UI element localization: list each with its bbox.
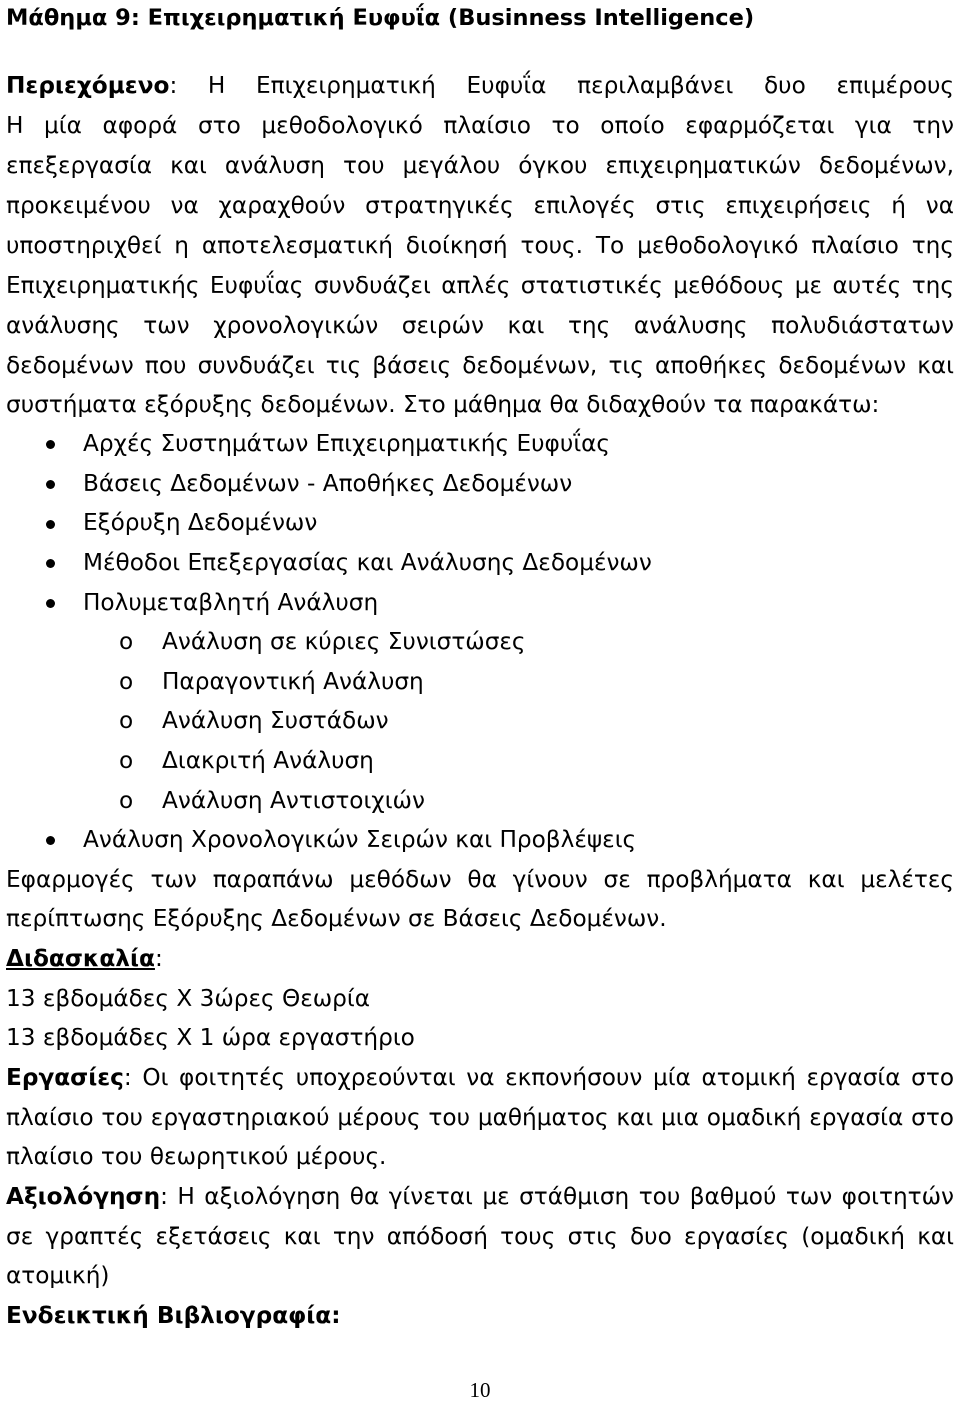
sub-bullet-marker: o (119, 747, 134, 774)
contents-line-1: Περιεχόμενο: Η Επιχειρηματική Ευφυΐα περιλαμβάνει δυο επιμέρους (6, 72, 954, 99)
contents-line-6: Επιχειρηματικής Ευφυΐας συνδυάζει απλές στατιστικές μεθόδους με αυτές της (6, 272, 954, 299)
bullet-icon (46, 836, 55, 845)
bullet-icon (46, 520, 55, 529)
contents-line-8: δεδομένων που συνδυάζει τις βάσεις δεδομένων, τις αποθήκες δεδομένων και (6, 352, 954, 379)
subtopic-item: Διακριτή Ανάλυση (162, 747, 374, 774)
teaching-label: Διδασκαλία (6, 945, 155, 972)
applications-line-1: Εφαρμογές των παραπάνω μεθόδων θα γίνουν σε προβλήματα και μελέτες (6, 866, 954, 893)
topic-item: Ανάλυση Χρονολογικών Σειρών και Προβλέψεις (83, 826, 637, 853)
topic-item: Μέθοδοι Επεξεργασίας και Ανάλυσης Δεδομένων (83, 549, 652, 576)
sub-bullet-marker: o (119, 628, 134, 655)
teaching-line-1: 13 εβδομάδες Χ 3ώρες Θεωρία (6, 985, 371, 1012)
assignments-label: Εργασίες (6, 1064, 124, 1091)
contents-line-5: υποστηριχθεί η αποτελεσματική διοίκησή τους. Το μεθοδολογικό πλαίσιο της (6, 232, 954, 259)
page-title: Μάθημα 9: Επιχειρηματική Ευφυΐα (Businness Intelligence) (6, 5, 755, 31)
topic-item: Πολυμεταβλητή Ανάλυση (83, 589, 379, 616)
sub-bullet-marker: o (119, 707, 134, 734)
bullet-icon (46, 440, 55, 449)
teaching-heading: Διδασκαλία: (6, 945, 163, 972)
subtopic-item: Ανάλυση Συστάδων (162, 707, 389, 734)
subtopic-item: Ανάλυση Αντιστοιχιών (162, 787, 425, 814)
sub-bullet-marker: o (119, 787, 134, 814)
bullet-icon (46, 559, 55, 568)
topic-item: Εξόρυξη Δεδομένων (83, 509, 318, 536)
assignments-line-2: πλαίσιο του εργαστηριακού μέρους του μαθήματος και μια ομαδική εργασία στο (6, 1104, 954, 1131)
applications-line-2: περίπτωσης Εξόρυξης Δεδομένων σε Βάσεις Δεδομένων. (6, 905, 667, 932)
bullet-icon (46, 599, 55, 608)
topic-item: Βάσεις Δεδομένων - Αποθήκες Δεδομένων (83, 470, 573, 497)
topic-item: Αρχές Συστημάτων Επιχειρηματικής Ευφυΐας (83, 430, 610, 457)
contents-line-3: επεξεργασία και ανάλυση του μεγάλου όγκου επιχειρηματικών δεδομένων, (6, 152, 954, 179)
sub-bullet-marker: o (119, 668, 134, 695)
subtopic-item: Παραγοντική Ανάλυση (162, 668, 424, 695)
contents-line-7: ανάλυσης των χρονολογικών σειρών και της ανάλυσης πολυδιάστατων (6, 312, 954, 339)
contents-line-4: προκειμένου να χαραχθούν στρατηγικές επιλογές στις επιχειρήσεις ή να (6, 192, 954, 219)
assignments-line-3: πλαίσιο του θεωρητικού μέρους. (6, 1143, 387, 1170)
contents-line-2: Η μία αφορά στο μεθοδολογικό πλαίσιο το οποίο εφαρμόζεται για την (6, 112, 954, 139)
evaluation-line-3: ατομική) (6, 1262, 110, 1289)
assignments-line-1: Εργασίες: Οι φοιτητές υποχρεούνται να εκπονήσουν μία ατομική εργασία στο (6, 1064, 954, 1091)
bibliography-heading: Ενδεικτική Βιβλιογραφία: (6, 1302, 341, 1329)
page-number: 10 (469, 1378, 491, 1402)
teaching-line-2: 13 εβδομάδες Χ 1 ώρα εργαστήριο (6, 1024, 415, 1051)
evaluation-line-2: σε γραπτές εξετάσεις και την απόδοσή τους στις δυο εργασίες (ομαδική και (6, 1223, 954, 1250)
subtopic-item: Ανάλυση σε κύριες Συνιστώσες (162, 628, 526, 655)
contents-label: Περιεχόμενο (6, 72, 170, 99)
evaluation-label: Αξιολόγηση (6, 1183, 161, 1210)
evaluation-line-1: Αξιολόγηση: Η αξιολόγηση θα γίνεται με στάθμιση του βαθμού των φοιτητών (6, 1183, 954, 1210)
bullet-icon (46, 480, 55, 489)
contents-line-9: συστήματα εξόρυξης δεδομένων. Στο μάθημα θα διδαχθούν τα παρακάτω: (6, 391, 880, 418)
